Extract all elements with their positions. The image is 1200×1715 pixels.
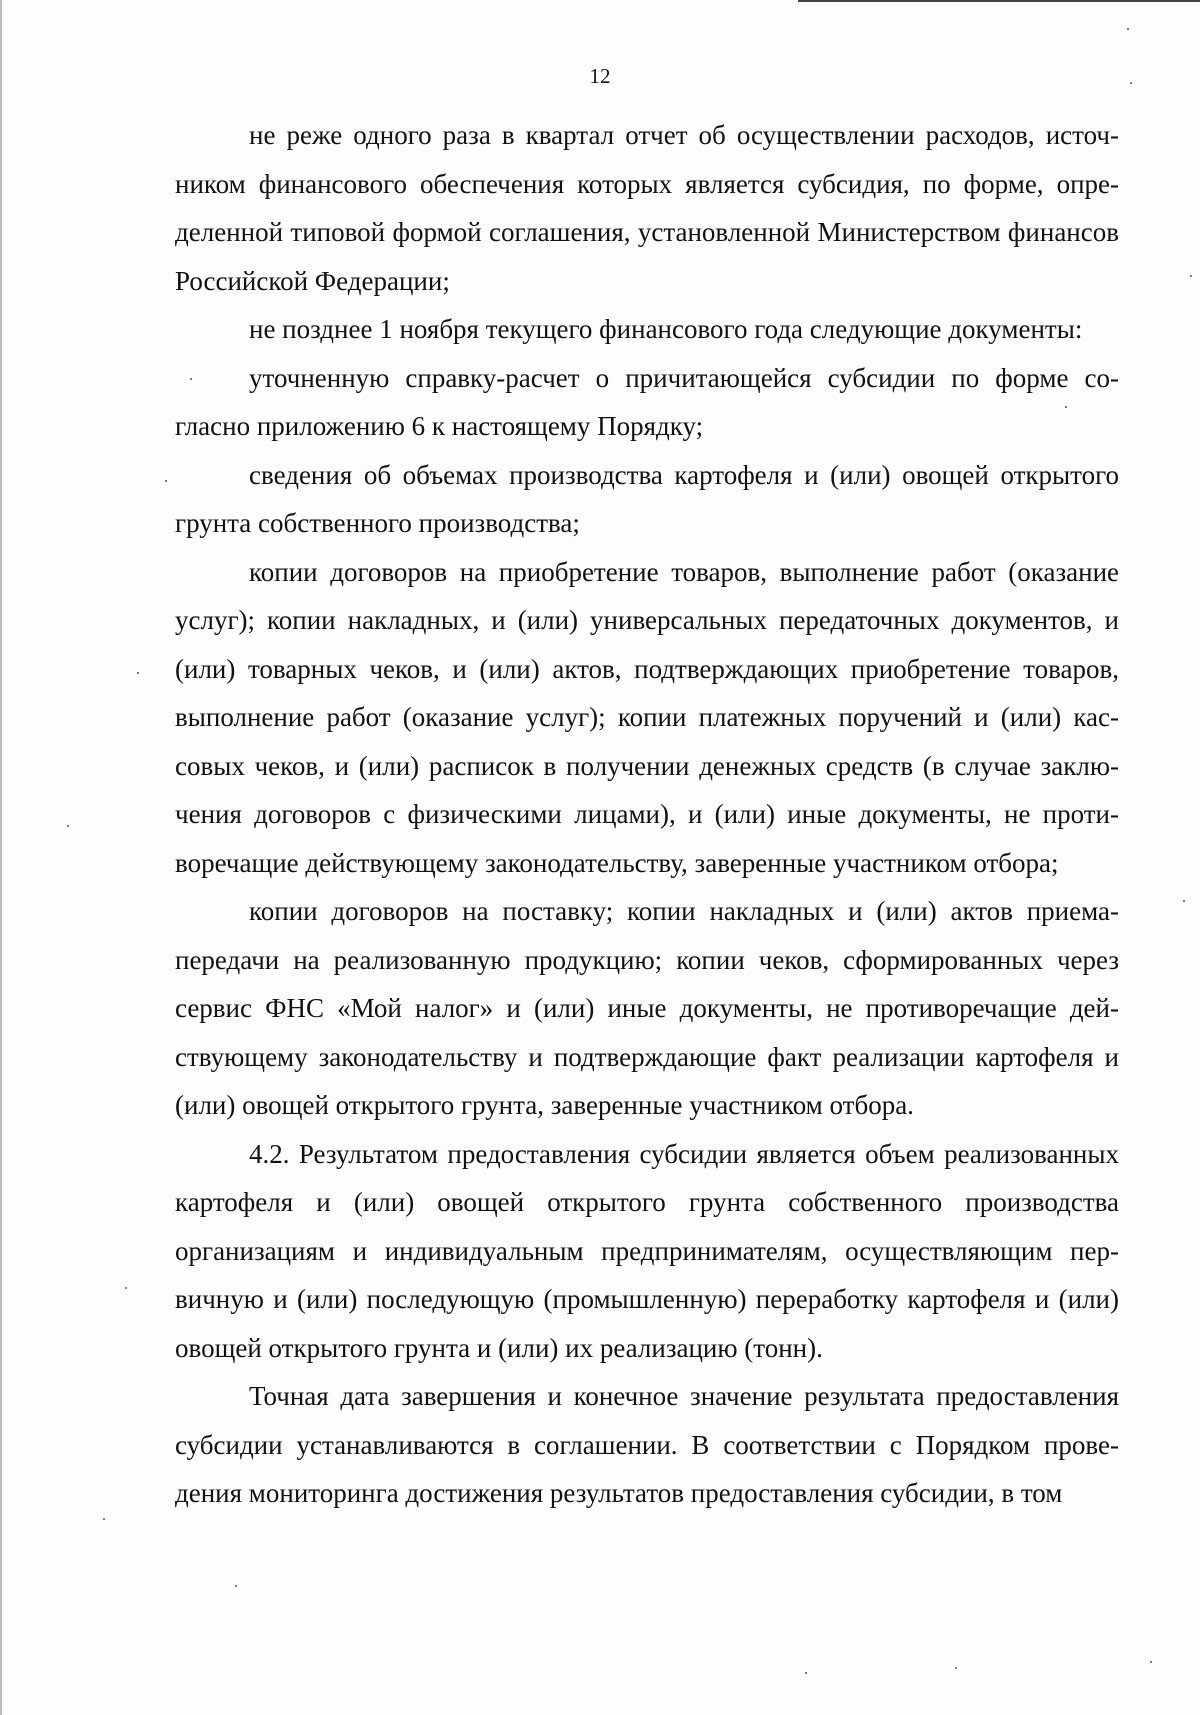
scan-speck bbox=[137, 672, 139, 674]
paragraph-completion-date: Точная дата завершения и конечное значение результата предоставления субсидии устанавливаются в соглашении. В соответствии с Порядком проведения мониторинга достижения результатов предоставления субсидии, в том bbox=[175, 1381, 1119, 1508]
scan-speck bbox=[103, 1518, 105, 1520]
paragraph-supply-contracts: копии договоров на поставку; копии накладных и (или) актов приема-передачи на реализованную продукцию; копии чеков, сформированных через сервис ФНС «Мой налог» и (или) иные документы, не противоречащие действующему законодательству и подтверждающие факт реализации картофеля и (или) овощей открытого грунта, заверенные участником отбора. bbox=[175, 896, 1119, 1120]
scan-speck bbox=[1127, 28, 1129, 30]
scan-speck bbox=[125, 1287, 127, 1289]
scan-speck bbox=[805, 1672, 807, 1674]
scan-speck bbox=[1183, 900, 1185, 902]
paragraph-production-volume: сведения об объемах производства картофеля и (или) овощей открытого грунта собственного производства; bbox=[175, 459, 1119, 538]
scan-speck bbox=[190, 378, 192, 380]
scan-speck bbox=[955, 1667, 957, 1669]
scan-speck bbox=[235, 1585, 237, 1587]
paragraph-clarified-calculation: уточненную справку-расчет о причитающейся субсидии по форме согласно приложению 6 к настоящему Порядку; bbox=[175, 362, 1119, 441]
scan-left-border bbox=[0, 0, 2, 1715]
paragraph-purchase-contracts: копии договоров на приобретение товаров, выполнение работ (оказание услуг); копии накладных, и (или) универсальных передаточных документов, и (или) товарных чеков, и (или) актов, подтверждающих приобретение товаров, выполнение работ (оказание услуг); копии платежных поручений и (или) кассовых чеков, и (или) расписок в получении денежных средств (в случае заключения договоров с физическими лицами), и (или) иные документы, не противоречащие действующему законодательству, заверенные участником отбора; bbox=[175, 556, 1119, 878]
paragraph-subsidy-result: 4.2. Результатом предоставления субсидии является объем реализованных картофеля и (или) овощей открытого грунта собственного производства организациям и индивидуальным предпринимателям, осуществляющим первичную и (или) последующую (промышленную) переработку картофеля и (или) овощей открытого грунта и (или) их реализацию (тонн). bbox=[175, 1138, 1119, 1363]
scan-speck bbox=[1190, 275, 1192, 277]
paragraph-report-quarterly: не реже одного раза в квартал отчет об осуществлении расходов, источником финансового обеспечения которых является субсидия, по форме, определенной типовой формой соглашения, установленной Министерством финансов Российской Федерации; bbox=[175, 120, 1119, 296]
scan-speck bbox=[165, 480, 167, 482]
scan-speck bbox=[1065, 406, 1067, 408]
scan-speck bbox=[67, 825, 69, 827]
page-number: 12 bbox=[589, 64, 611, 88]
scan-top-border bbox=[798, 0, 1200, 2]
scan-speck bbox=[1150, 1661, 1152, 1663]
paragraph-deadline-november: не позднее 1 ноября текущего финансового года следующие документы: bbox=[249, 314, 1083, 344]
scan-speck bbox=[1130, 82, 1132, 84]
document-body bbox=[175, 111, 1119, 1518]
